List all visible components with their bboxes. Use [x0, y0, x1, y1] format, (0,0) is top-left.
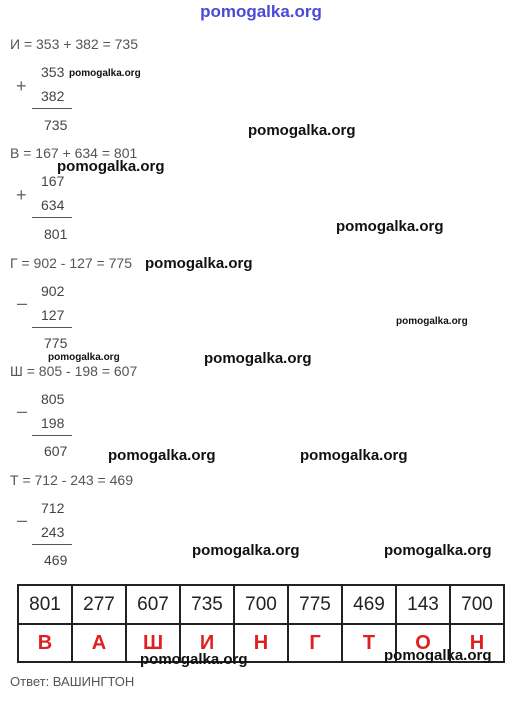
- equation-sh: Ш = 805 - 198 = 607: [10, 363, 138, 379]
- difference-result: 469: [44, 552, 68, 568]
- difference-result: 607: [44, 443, 68, 459]
- watermark: pomogalka.org: [300, 447, 408, 464]
- watermark: pomogalka.org: [48, 352, 120, 363]
- site-header[interactable]: pomogalka.org: [200, 2, 322, 21]
- watermark: pomogalka.org: [192, 542, 300, 559]
- difference-line: [32, 327, 72, 328]
- watermark: pomogalka.org: [384, 647, 492, 664]
- equation-g: Г = 902 - 127 = 775: [10, 255, 133, 271]
- watermark: pomogalka.org: [140, 651, 248, 668]
- plus-sign: +: [16, 185, 27, 205]
- cipher-number: 801: [18, 585, 72, 624]
- subtrahend: 127: [41, 307, 65, 323]
- cipher-letter: Т: [342, 624, 396, 662]
- minus-sign: –: [17, 293, 28, 313]
- equation-v: В = 167 + 634 = 801: [10, 145, 138, 161]
- watermark: pomogalka.org: [204, 350, 312, 367]
- cipher-letter: Н: [450, 624, 504, 662]
- cipher-letter: А: [72, 624, 126, 662]
- subtrahend: 243: [41, 524, 65, 540]
- cipher-letter: И: [180, 624, 234, 662]
- difference-result: 775: [44, 335, 68, 351]
- cipher-number: 607: [126, 585, 180, 624]
- watermark: pomogalka.org: [57, 158, 165, 175]
- answer-text: Ответ: ВАШИНГТОН: [10, 674, 135, 689]
- equation-i: И = 353 + 382 = 735: [10, 36, 139, 52]
- cipher-number: 735: [180, 585, 234, 624]
- sum-line: [32, 217, 72, 218]
- addend-1: 353: [41, 64, 65, 80]
- minuend: 805: [41, 391, 65, 407]
- cipher-number: 700: [234, 585, 288, 624]
- cipher-letter: О: [396, 624, 450, 662]
- watermark: pomogalka.org: [69, 68, 141, 79]
- cipher-letter: Г: [288, 624, 342, 662]
- subtrahend: 198: [41, 415, 65, 431]
- minus-sign: –: [17, 510, 28, 530]
- plus-sign: +: [16, 76, 27, 96]
- cipher-letter: В: [18, 624, 72, 662]
- equation-t: Т = 712 - 243 = 469: [10, 472, 133, 488]
- sum-result: 735: [44, 117, 68, 133]
- cipher-number: 277: [72, 585, 126, 624]
- cipher-letter: Ш: [126, 624, 180, 662]
- cipher-number: 469: [342, 585, 396, 624]
- addend-1: 167: [41, 173, 65, 189]
- sum-result: 801: [44, 226, 68, 242]
- cipher-number: 143: [396, 585, 450, 624]
- difference-line: [32, 544, 72, 545]
- cipher-number: 700: [450, 585, 504, 624]
- cipher-number: 775: [288, 585, 342, 624]
- difference-line: [32, 435, 72, 436]
- minus-sign: –: [17, 401, 28, 421]
- watermark: pomogalka.org: [396, 316, 468, 327]
- addend-2: 382: [41, 88, 65, 104]
- minuend: 712: [41, 500, 65, 516]
- addend-2: 634: [41, 197, 65, 213]
- watermark: pomogalka.org: [108, 447, 216, 464]
- watermark: pomogalka.org: [336, 218, 444, 235]
- cipher-letter: Н: [234, 624, 288, 662]
- sum-line: [32, 108, 72, 109]
- watermark: pomogalka.org: [248, 122, 356, 139]
- watermark: pomogalka.org: [145, 255, 253, 272]
- watermark: pomogalka.org: [384, 542, 492, 559]
- minuend: 902: [41, 283, 65, 299]
